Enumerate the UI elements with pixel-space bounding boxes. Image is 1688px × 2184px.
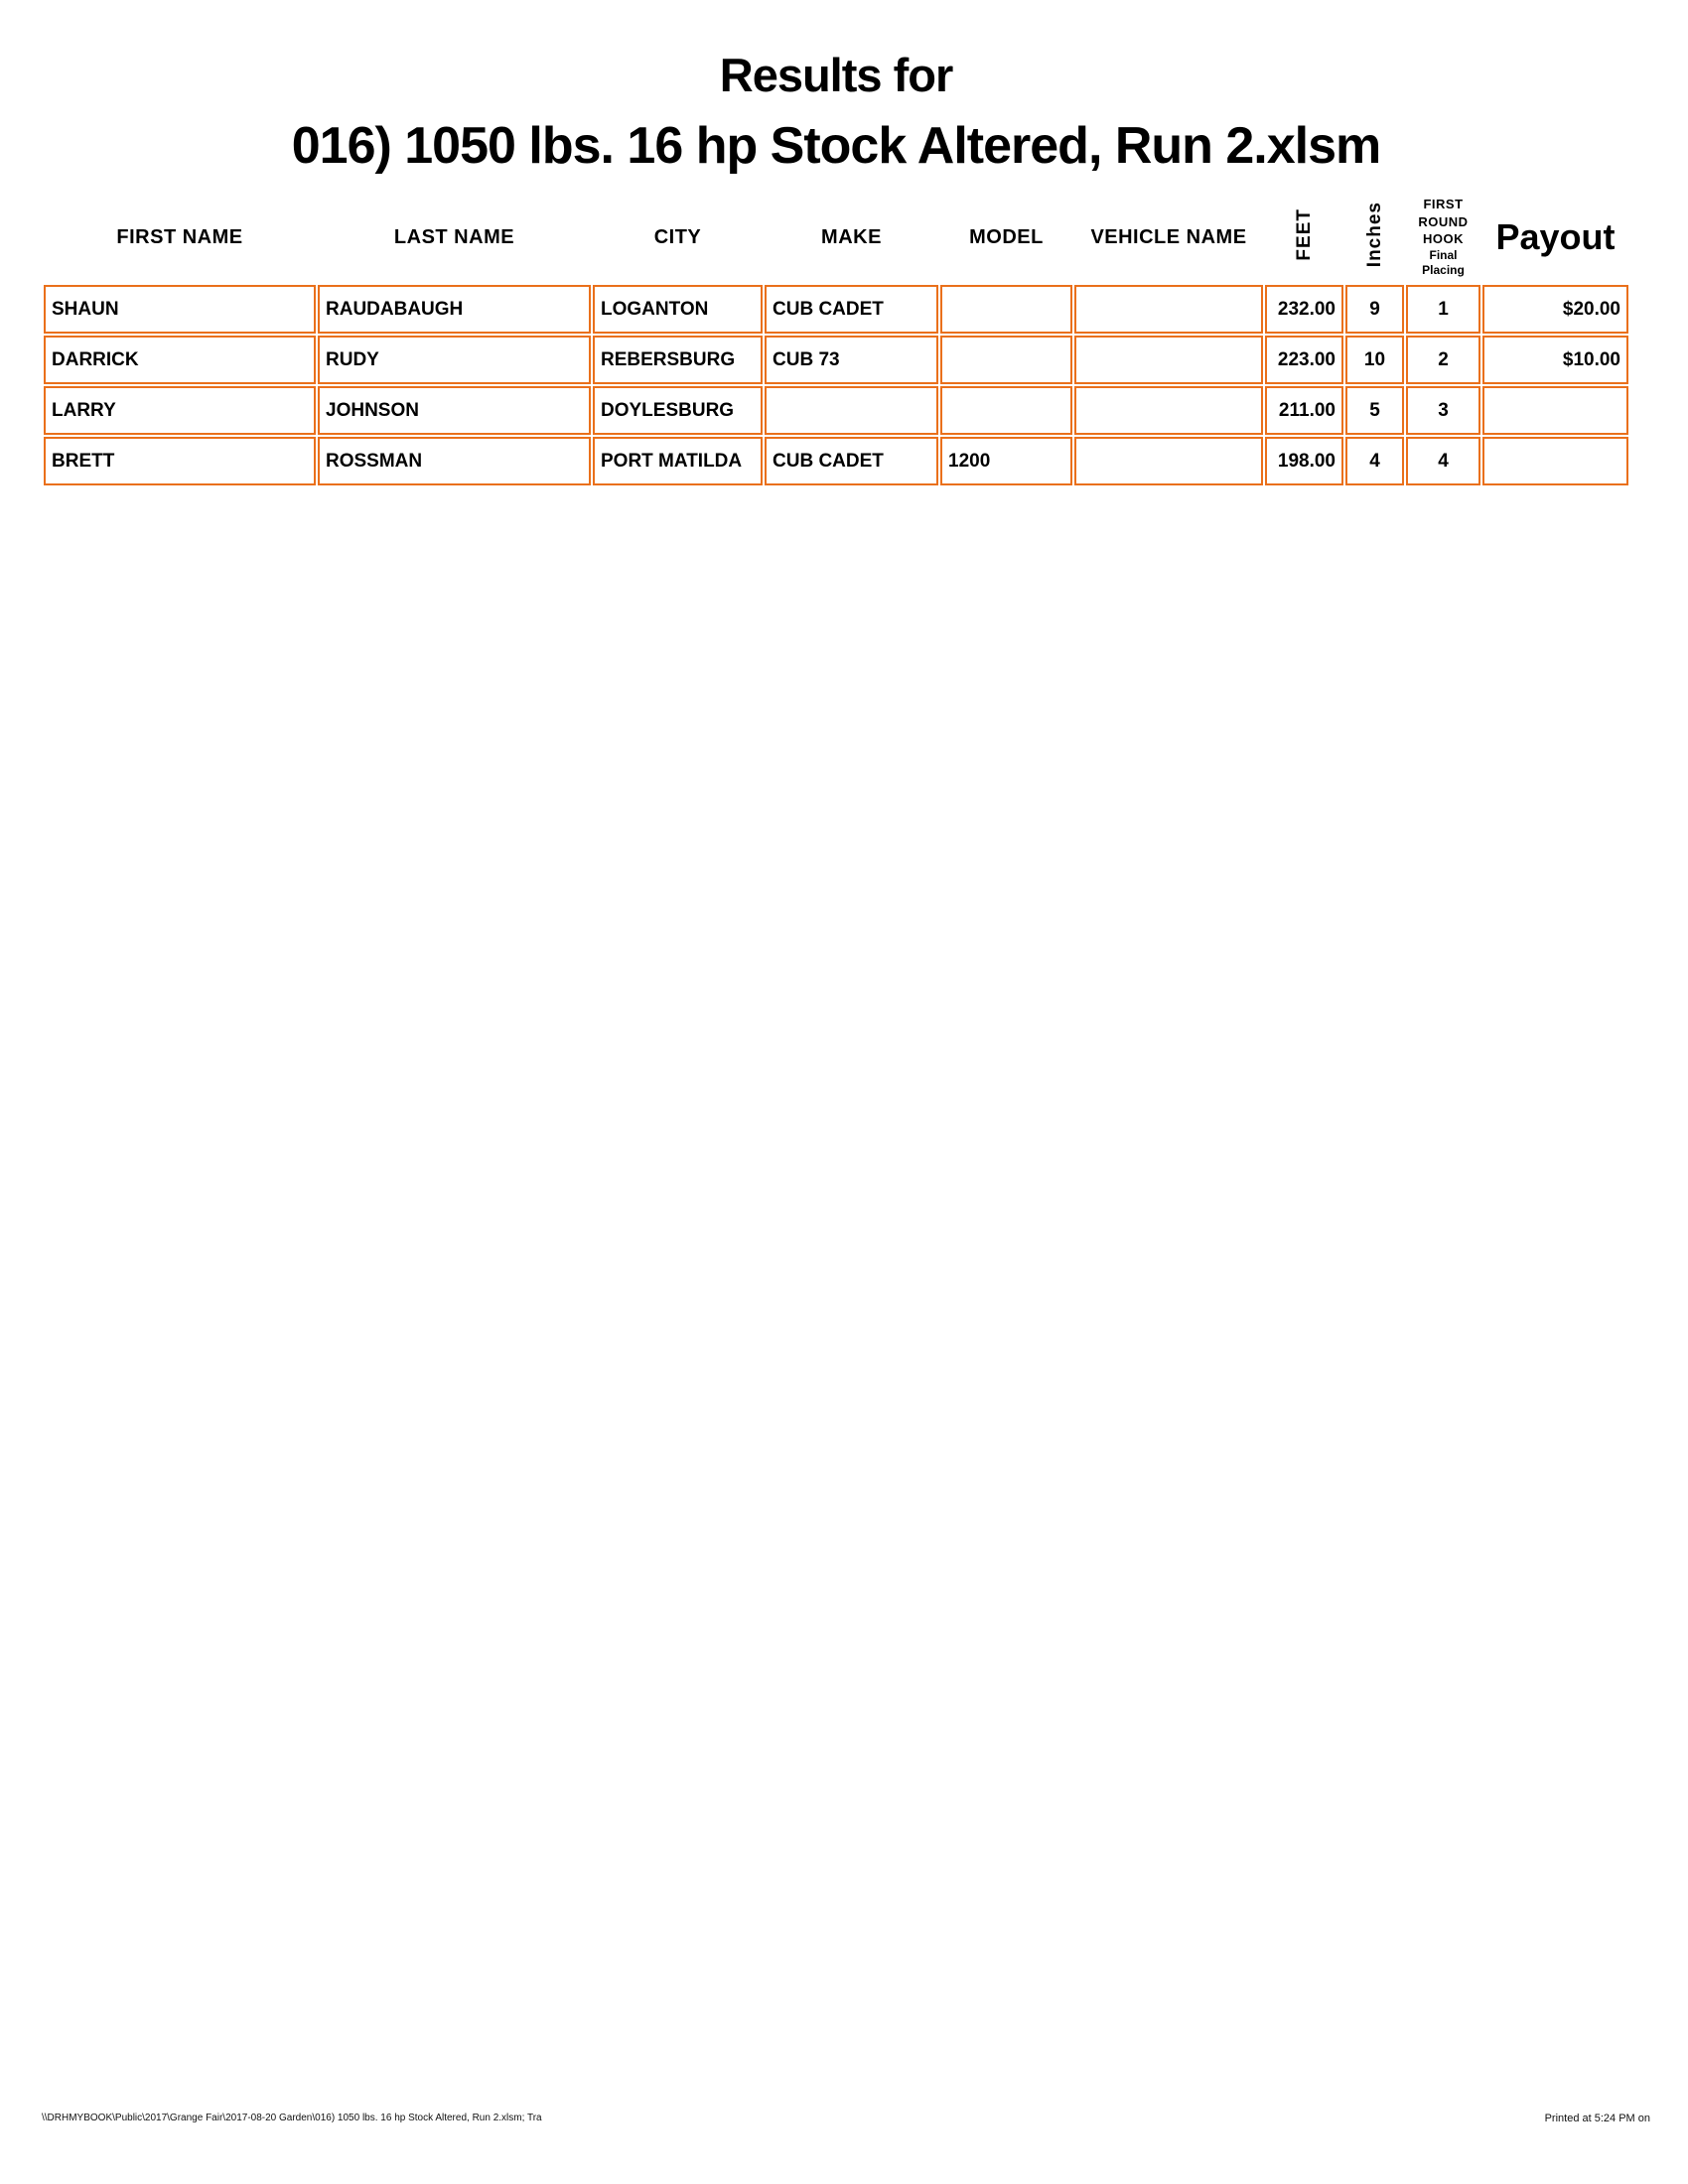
column-header-vehicle-name: VEHICLE NAME — [1090, 225, 1247, 248]
column-header-first-name: FIRST NAME — [116, 225, 243, 248]
page-title: Results for — [719, 49, 953, 101]
footer-file-path: \\DRHMYBOOK\Public\2017\Grange Fair\2017-08-20 Garden\016) 1050 lbs. 16 hp Stock Altered, Run 2.xlsm; Tra — [42, 2113, 542, 2123]
cell-payout — [1482, 437, 1628, 485]
cell-make: CUB CADET — [765, 285, 938, 334]
table-row — [44, 336, 1628, 384]
cell-make: CUB CADET — [765, 437, 938, 485]
cell-placing: 4 — [1406, 437, 1480, 485]
column-header-city: CITY — [653, 225, 702, 248]
header-row — [44, 192, 1628, 283]
cell-feet: 223.00 — [1265, 336, 1343, 384]
table-row — [44, 437, 1628, 485]
column-header-model: MODEL — [969, 225, 1044, 248]
cell-first-name: SHAUN — [44, 285, 316, 334]
cell-feet: 198.00 — [1265, 437, 1343, 485]
results-table — [42, 190, 1630, 487]
cell-inches: 4 — [1345, 437, 1404, 485]
column-header-last-name: LAST NAME — [393, 225, 515, 248]
cell-last-name: RAUDABAUGH — [318, 285, 591, 334]
cell-vehicle-name — [1074, 285, 1263, 334]
cell-model — [940, 336, 1072, 384]
cell-inches: 10 — [1345, 336, 1404, 384]
cell-city: PORT MATILDA — [593, 437, 763, 485]
cell-first-name: DARRICK — [44, 336, 316, 384]
title-block — [42, 49, 1630, 175]
cell-inches: 5 — [1345, 386, 1404, 435]
cell-model — [940, 285, 1072, 334]
cell-payout: $10.00 — [1482, 336, 1628, 384]
cell-vehicle-name — [1074, 336, 1263, 384]
cell-model — [940, 386, 1072, 435]
cell-payout — [1482, 386, 1628, 435]
cell-vehicle-name — [1074, 437, 1263, 485]
cell-first-name: LARRY — [44, 386, 316, 435]
cell-inches: 9 — [1345, 285, 1404, 334]
cell-last-name: JOHNSON — [318, 386, 591, 435]
cell-last-name: RUDY — [318, 336, 591, 384]
cell-feet: 232.00 — [1265, 285, 1343, 334]
cell-last-name: ROSSMAN — [318, 437, 591, 485]
column-header-inches: Inches — [1363, 202, 1385, 268]
column-header-feet: FEET — [1293, 208, 1315, 261]
cell-city: DOYLESBURG — [593, 386, 763, 435]
cell-vehicle-name — [1074, 386, 1263, 435]
table-row — [44, 386, 1628, 435]
cell-placing: 3 — [1406, 386, 1480, 435]
table-row — [44, 285, 1628, 334]
column-header-payout: Payout — [1495, 216, 1616, 257]
cell-city: LOGANTON — [593, 285, 763, 334]
footer-printed-at: Printed at 5:24 PM on — [1544, 2113, 1650, 2124]
page-subtitle-filename: 016) 1050 lbs. 16 hp Stock Altered, Run 2.xlsm — [291, 117, 1381, 175]
results-page — [42, 0, 1630, 487]
cell-make — [765, 386, 938, 435]
cell-placing: 2 — [1406, 336, 1480, 384]
cell-payout: $20.00 — [1482, 285, 1628, 334]
cell-city: REBERSBURG — [593, 336, 763, 384]
cell-model: 1200 — [940, 437, 1072, 485]
column-header-first-round-hook-final-placing: FIRST ROUND HOOK Final Placing — [1418, 197, 1469, 278]
cell-feet: 211.00 — [1265, 386, 1343, 435]
column-header-make: MAKE — [821, 225, 882, 248]
cell-placing: 1 — [1406, 285, 1480, 334]
cell-first-name: BRETT — [44, 437, 316, 485]
cell-make: CUB 73 — [765, 336, 938, 384]
